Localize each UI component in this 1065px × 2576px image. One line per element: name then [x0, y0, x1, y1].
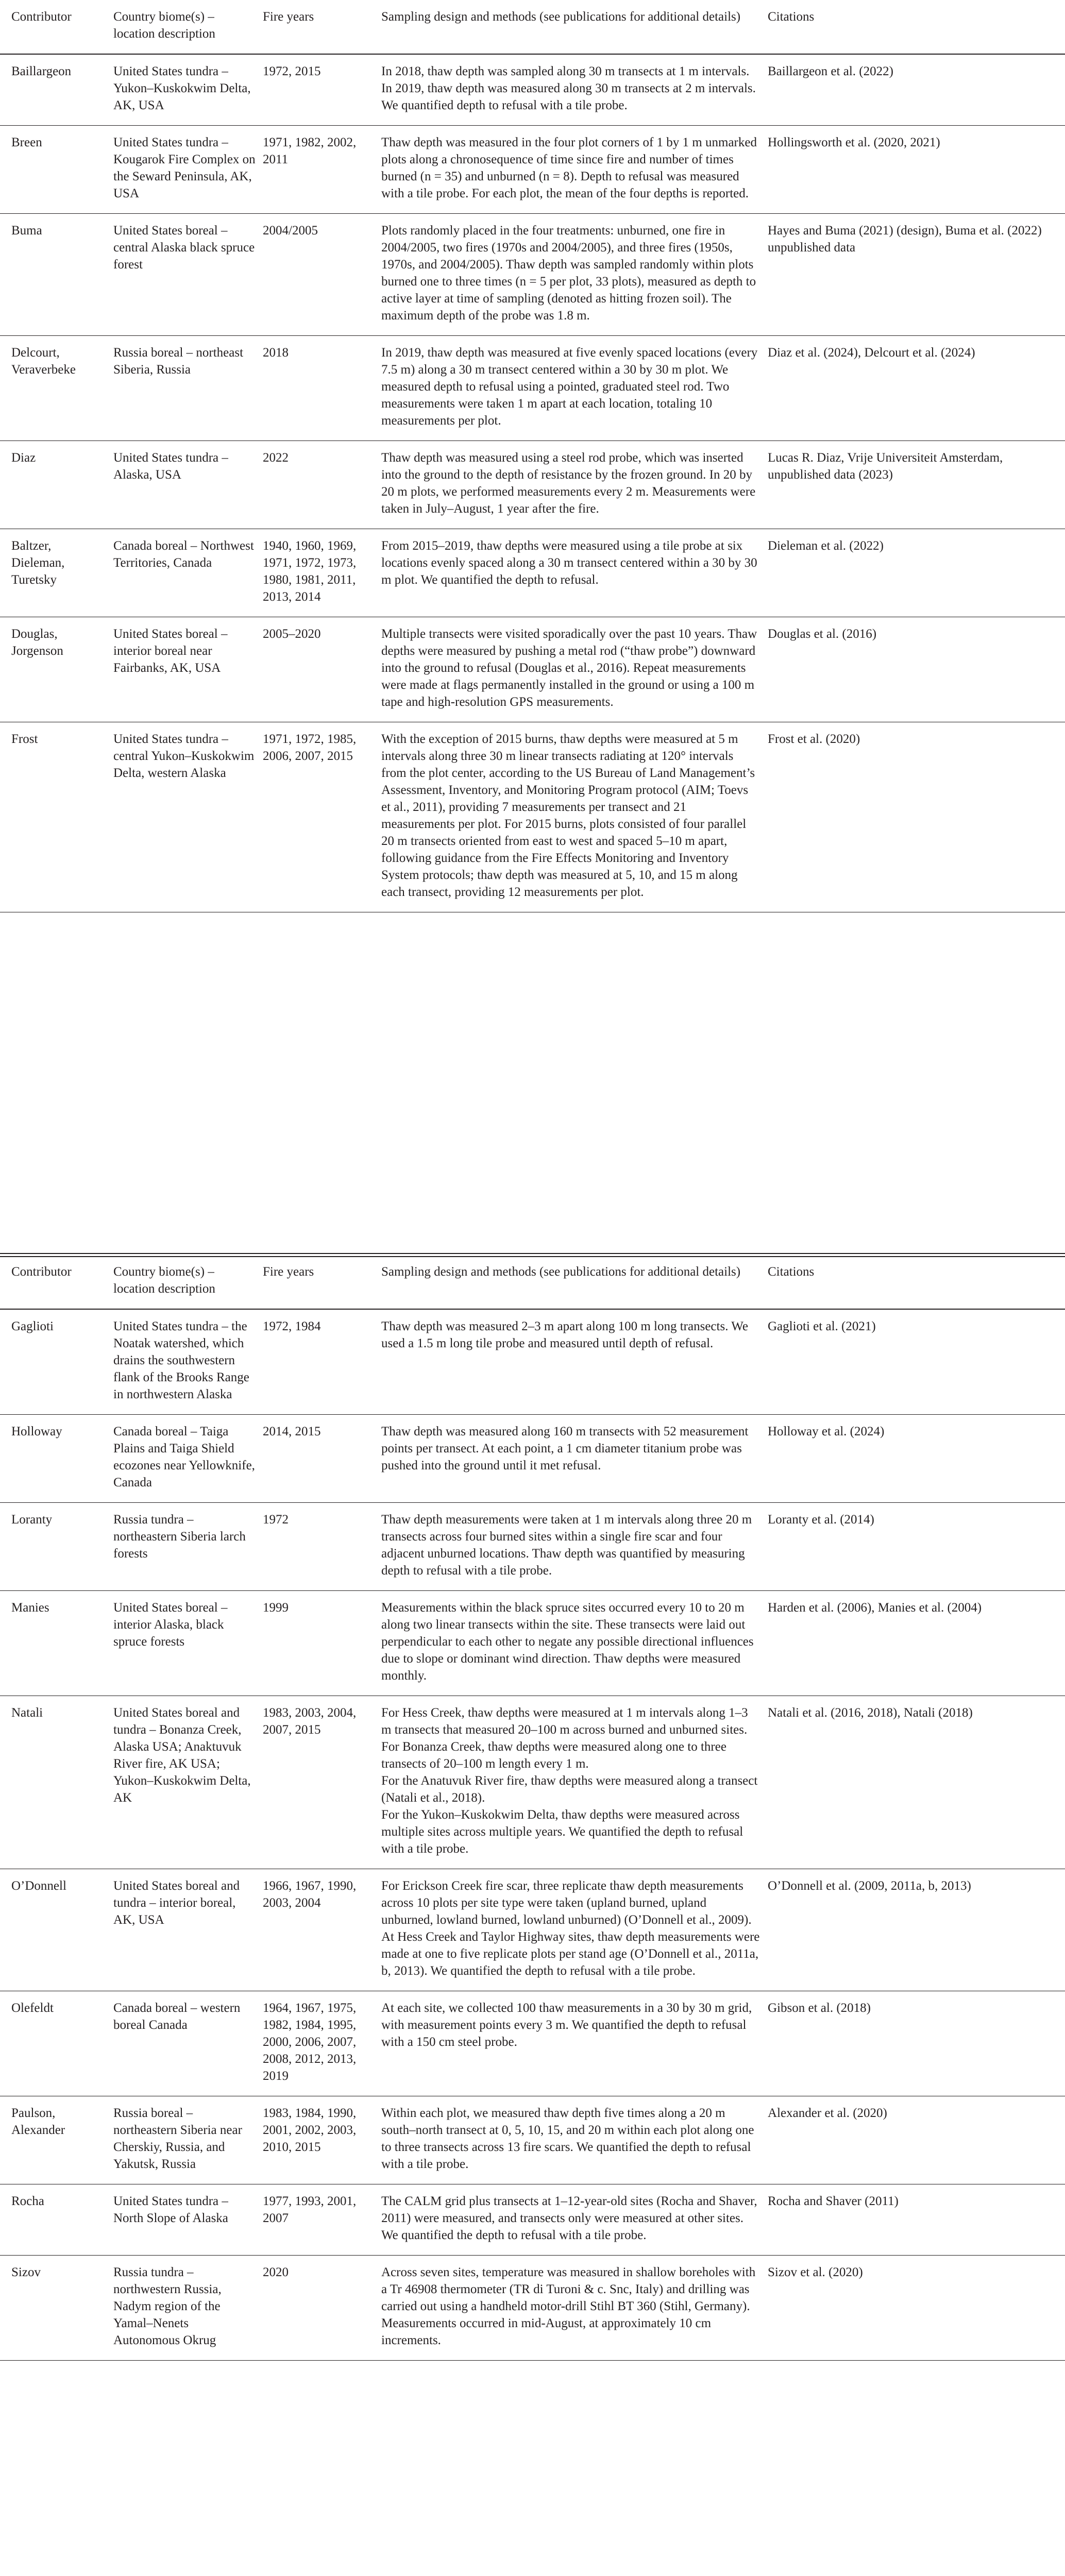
table-row: [0, 1415, 1065, 1503]
table-row: [0, 1869, 1065, 1991]
citation-cell: Loranty et al. (2014): [768, 1503, 1065, 1591]
country-cell: United States tundra – Kougarok Fire Complex on the Seward Peninsula, AK, USA: [113, 126, 263, 214]
header-methods: Sampling design and methods (see publications for additional details): [381, 1259, 768, 1309]
methods-paragraph: Thaw depth measurements were taken at 1 m intervals along three 20 m transects across four burned sites within a single fire scar and four adjacent unburned locations. Thaw depth was quantified by measuring depth to refusal with a tile probe.: [381, 1513, 752, 1578]
methods-cell: From 2015–2019, thaw depths were measured using a tile probe at six locations evenly spaced along a 30 m transect centered within a 30 by 30 m plot. We quantified the depth to refusal.: [381, 529, 768, 617]
country-cell: Canada boreal – Northwest Territories, Canada: [113, 529, 263, 617]
fire-years-cell: 1964, 1967, 1975, 1982, 1984, 1995, 2000, 2006, 2007, 2008, 2012, 2013, 2019: [263, 1991, 381, 2096]
fire-years-cell: 1977, 1993, 2001, 2007: [263, 2184, 381, 2256]
fire-years-cell: 1999: [263, 1591, 381, 1696]
fire-years-cell: 1971, 1972, 1985, 2006, 2007, 2015: [263, 722, 381, 912]
table-row: [0, 441, 1065, 529]
table-row: [0, 1591, 1065, 1696]
table-row: [0, 2256, 1065, 2361]
methods-cell: In 2018, thaw depth was sampled along 30 m transects at 1 m intervals. In 2019, thaw depth was measured along 30 m transects at 2 m intervals. We quantified depth to refusal with a tile probe.: [381, 54, 768, 126]
contributor-cell: Diaz: [0, 441, 113, 529]
methods-cell: In 2019, thaw depth was measured at five evenly spaced locations (every 7.5 m) along a 30 m transect centered within a 30 by 30 m plot. We measured depth to refusal using a pointed, graduated steel rod. Two measurements were taken 1 m apart at each location, totaling 10 measurements per plot.: [381, 336, 768, 441]
fire-years-cell: 2018: [263, 336, 381, 441]
country-cell: United States tundra – North Slope of Alaska: [113, 2184, 263, 2256]
fire-years-cell: 1966, 1967, 1990, 2003, 2004: [263, 1869, 381, 1991]
table-row: [0, 54, 1065, 126]
fire-years-cell: 1983, 1984, 1990, 2001, 2002, 2003, 2010, 2015: [263, 2096, 381, 2184]
contributor-cell: Loranty: [0, 1503, 113, 1591]
header-fire-years: Fire years: [263, 4, 381, 54]
contributor-cell: Buma: [0, 214, 113, 336]
citation-cell: Gaglioti et al. (2021): [768, 1309, 1065, 1415]
table-header-row: [0, 4, 1065, 54]
citation-cell: Hayes and Buma (2021) (design), Buma et al. (2022) unpublished data: [768, 214, 1065, 336]
methods-cell: [381, 1869, 768, 1991]
table-row: [0, 1503, 1065, 1591]
country-cell: United States boreal – interior Alaska, black spruce forests: [113, 1591, 263, 1696]
table-break-rule: [0, 1253, 1065, 1254]
methods-cell: [381, 1991, 768, 2096]
header-methods: Sampling design and methods (see publications for additional details): [381, 4, 768, 54]
contributor-cell: Baltzer, Dieleman, Turetsky: [0, 529, 113, 617]
contributor-cell: Breen: [0, 126, 113, 214]
methods-cell: Plots randomly placed in the four treatments: unburned, one fire in 2004/2005, two fires (1970s and 2004/2005), and three fires (1950s, 1970s, and 2004/2005). Thaw depth was sampled randomly within plots burned one to three times (n = 5 per plot, 33 plots), measured as depth to active layer at time of sampling (denoted as hitting frozen soil). The maximum depth of the probe was 1.8 m.: [381, 214, 768, 336]
header-country: Country biome(s) – location description: [113, 4, 263, 54]
methods-paragraph: Measurements within the black spruce sites occurred every 10 to 20 m along two linear transects within the site. These transects were laid out perpendicular to each other to negate any possible directional influences due to slope or dominant wind direction. Thaw depths were measured monthly.: [381, 1601, 754, 1683]
citation-cell: Holloway et al. (2024): [768, 1415, 1065, 1503]
fire-years-cell: 2005–2020: [263, 617, 381, 722]
fire-years-cell: 1940, 1960, 1969, 1971, 1972, 1973, 1980, 1981, 2011, 2013, 2014: [263, 529, 381, 617]
table-row: [0, 126, 1065, 214]
citation-cell: Alexander et al. (2020): [768, 2096, 1065, 2184]
table-body-part-2: [0, 1309, 1065, 2361]
fire-years-cell: 2020: [263, 2256, 381, 2361]
table-row: [0, 617, 1065, 722]
country-cell: Russia boreal – northeast Siberia, Russia: [113, 336, 263, 441]
citation-cell: O’Donnell et al. (2009, 2011a, b, 2013): [768, 1869, 1065, 1991]
contributor-cell: Rocha: [0, 2184, 113, 2256]
contributor-cell: Douglas, Jorgenson: [0, 617, 113, 722]
table-row: [0, 1696, 1065, 1869]
table-header-row: [0, 1259, 1065, 1309]
country-cell: United States tundra – Yukon–Kuskokwim Delta, AK, USA: [113, 54, 263, 126]
fire-years-cell: 1972, 1984: [263, 1309, 381, 1415]
country-cell: Russia boreal – northeastern Siberia near Cherskiy, Russia, and Yakutsk, Russia: [113, 2096, 263, 2184]
table-row: [0, 1309, 1065, 1415]
contributor-cell: Paulson, Alexander: [0, 2096, 113, 2184]
methods-paragraph: For Bonanza Creek, thaw depths were measured along one to three transects of 20–100 m length every 1 m.: [381, 1740, 726, 1771]
contributor-cell: Gaglioti: [0, 1309, 113, 1415]
table-body-part-1: [0, 54, 1065, 912]
methods-table-part-2: [0, 1259, 1065, 2361]
methods-cell: [381, 1309, 768, 1415]
table-row: [0, 1991, 1065, 2096]
header-country: Country biome(s) – location description: [113, 1259, 263, 1309]
citation-cell: Gibson et al. (2018): [768, 1991, 1065, 2096]
header-fire-years: Fire years: [263, 1259, 381, 1309]
table-row: [0, 722, 1065, 912]
contributor-cell: Delcourt, Veraverbeke: [0, 336, 113, 441]
country-cell: Russia tundra – northwestern Russia, Nadym region of the Yamal–Nenets Autonomous Okrug: [113, 2256, 263, 2361]
contributor-cell: O’Donnell: [0, 1869, 113, 1991]
methods-table-part-1: [0, 4, 1065, 912]
methods-cell: Thaw depth was measured using a steel rod probe, which was inserted into the ground to the depth of resistance by the frozen ground. In 20 by 20 m plots, we performed measurements every 2 m. Measurements were taken in July–August, 1 year after the fire.: [381, 441, 768, 529]
fire-years-cell: 2014, 2015: [263, 1415, 381, 1503]
methods-paragraph: For the Anatuvuk River fire, thaw depths were measured along a transect (Natali et al., 2018).: [381, 1774, 758, 1805]
methods-paragraph: For the Yukon–Kuskokwim Delta, thaw depths were measured across multiple sites across multiple years. We quantified the depth to refusal with a tile probe.: [381, 1808, 743, 1856]
citation-cell: Frost et al. (2020): [768, 722, 1065, 912]
citation-cell: Douglas et al. (2016): [768, 617, 1065, 722]
methods-paragraph: For Hess Creek, thaw depths were measured at 1 m intervals along 1–3 m transects that measured 20–100 m across burned and unburned sites.: [381, 1706, 748, 1737]
contributor-cell: Holloway: [0, 1415, 113, 1503]
citation-cell: Harden et al. (2006), Manies et al. (2004): [768, 1591, 1065, 1696]
header-citations: Citations: [768, 4, 1065, 54]
table-row: [0, 336, 1065, 441]
country-cell: Canada boreal – Taiga Plains and Taiga Shield ecozones near Yellowknife, Canada: [113, 1415, 263, 1503]
methods-paragraph: Within each plot, we measured thaw depth five times along a 20 m south–north transect at 0, 5, 10, 15, and 20 m within each plot along one to three transects across 13 fire scars. We quantified the depth to refusal with a tile probe.: [381, 2106, 754, 2171]
fire-years-cell: 2022: [263, 441, 381, 529]
fire-years-cell: 1971, 1982, 2002, 2011: [263, 126, 381, 214]
table-row: [0, 529, 1065, 617]
contributor-cell: Frost: [0, 722, 113, 912]
contributor-cell: Baillargeon: [0, 54, 113, 126]
citation-cell: Diaz et al. (2024), Delcourt et al. (2024): [768, 336, 1065, 441]
country-cell: United States tundra – Alaska, USA: [113, 441, 263, 529]
citation-cell: Lucas R. Diaz, Vrije Universiteit Amsterdam, unpublished data (2023): [768, 441, 1065, 529]
country-cell: United States boreal and tundra – interior boreal, AK, USA: [113, 1869, 263, 1991]
header-citations: Citations: [768, 1259, 1065, 1309]
methods-cell: [381, 1696, 768, 1869]
citation-cell: Baillargeon et al. (2022): [768, 54, 1065, 126]
header-contributor: Contributor: [0, 4, 113, 54]
country-cell: United States boreal – central Alaska black spruce forest: [113, 214, 263, 336]
methods-cell: With the exception of 2015 burns, thaw depths were measured at 5 m intervals along three 30 m linear transects radiating at 120° intervals from the plot center, according to the US Bureau of Land Management’s Assessment, Inventory, and Monitoring Program protocol (AIM; Toevs et al., 2011), providing 7 measurements per transect and 21 measurements per plot. For 2015 burns, plots consisted of four parallel 20 m transects oriented from east to west and spaced 5–10 m apart, following guidance from the Fire Effects Monitoring and Inventory System protocols; thaw depth was measured at 5, 10, and 15 m along each transect, providing 12 measurements per plot.: [381, 722, 768, 912]
country-cell: United States tundra – central Yukon–Kuskokwim Delta, western Alaska: [113, 722, 263, 912]
citation-cell: Hollingsworth et al. (2020, 2021): [768, 126, 1065, 214]
contributor-cell: Sizov: [0, 2256, 113, 2361]
citation-cell: Dieleman et al. (2022): [768, 529, 1065, 617]
methods-cell: [381, 1503, 768, 1591]
table-row: [0, 2184, 1065, 2256]
citation-cell: Sizov et al. (2020): [768, 2256, 1065, 2361]
methods-paragraph: The CALM grid plus transects at 1–12-year-old sites (Rocha and Shaver, 2011) were measured, and transects only were measured at other sites. We quantified the depth to refusal with a tile probe.: [381, 2194, 757, 2242]
methods-cell: [381, 1415, 768, 1503]
country-cell: United States boreal – interior boreal near Fairbanks, AK, USA: [113, 617, 263, 722]
methods-cell: Thaw depth was measured in the four plot corners of 1 by 1 m unmarked plots along a chronosequence of time since fire and number of times burned (n = 35) and unburned (n = 8). Depth to refusal was measured with a tile probe. For each plot, the mean of the four depths is reported.: [381, 126, 768, 214]
table-row: [0, 214, 1065, 336]
citation-cell: Rocha and Shaver (2011): [768, 2184, 1065, 2256]
country-cell: Canada boreal – western boreal Canada: [113, 1991, 263, 2096]
methods-paragraph: Thaw depth was measured along 160 m transects with 52 measurement points per transect. At each point, a 1 cm diameter titanium probe was pushed into the ground until it met refusal.: [381, 1425, 749, 1472]
methods-cell: Multiple transects were visited sporadically over the past 10 years. Thaw depths were measured by pushing a metal rod (“thaw probe”) downward into the ground to refusal (Douglas et al., 2016). Repeat measurements were made at flags permanently installed in the ground or using a 100 m tape and high-resolution GPS measurements.: [381, 617, 768, 722]
contributor-cell: Natali: [0, 1696, 113, 1869]
citation-cell: Natali et al. (2016, 2018), Natali (2018): [768, 1696, 1065, 1869]
country-cell: United States tundra – the Noatak watershed, which drains the southwestern flank of the Brooks Range in northwestern Alaska: [113, 1309, 263, 1415]
methods-cell: [381, 2256, 768, 2361]
fire-years-cell: 1972, 2015: [263, 54, 381, 126]
country-cell: Russia tundra – northeastern Siberia larch forests: [113, 1503, 263, 1591]
contributor-cell: Olefeldt: [0, 1991, 113, 2096]
methods-paragraph: Across seven sites, temperature was measured in shallow boreholes with a Tr 46908 thermometer (TR di Turoni & c. Snc, Italy) and drilling was carried out using a handheld motor-drill Stihl BT 360 (Stihl, Germany). Measurements occurred in mid-August, at approximately 10 cm increments.: [381, 2265, 756, 2347]
fire-years-cell: 1983, 2003, 2004, 2007, 2015: [263, 1696, 381, 1869]
table-break-rule: [0, 1256, 1065, 1257]
methods-paragraph: For Erickson Creek fire scar, three replicate thaw depth measurements across 10 plots per site type were taken (upland burned, upland unburned, lowland burned, lowland unburned) (O’Donnell et al., 2009). At Hess Creek and Taylor Highway sites, thaw depth measurements were made at one to five replicate plots per stand age (O’Donnell et al., 2011a, b, 2013). We quantified the depth to refusal with a tile probe.: [381, 1879, 760, 1978]
header-contributor: Contributor: [0, 1259, 113, 1309]
methods-paragraph: Thaw depth was measured 2–3 m apart along 100 m long transects. We used a 1.5 m long tile probe and measured until depth of refusal.: [381, 1319, 748, 1350]
methods-cell: [381, 2096, 768, 2184]
country-cell: United States boreal and tundra – Bonanza Creek, Alaska USA; Anaktuvuk River fire, AK USA; Yukon–Kuskokwim Delta, AK: [113, 1696, 263, 1869]
methods-cell: [381, 2184, 768, 2256]
methods-cell: [381, 1591, 768, 1696]
contributor-cell: Manies: [0, 1591, 113, 1696]
table-row: [0, 2096, 1065, 2184]
fire-years-cell: 1972: [263, 1503, 381, 1591]
methods-paragraph: At each site, we collected 100 thaw measurements in a 30 by 30 m grid, with measurement points every 3 m. We quantified the depth to refusal with a 150 cm steel probe.: [381, 2001, 752, 2049]
fire-years-cell: 2004/2005: [263, 214, 381, 336]
